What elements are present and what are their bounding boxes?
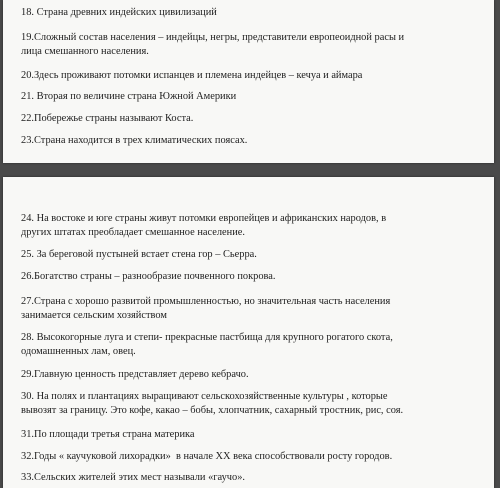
item-29-line-1: 29.Главную ценность представляет дерево кебрачо.: [21, 369, 249, 380]
document-page-top: [3, 0, 494, 163]
document-page-bottom: [3, 177, 494, 488]
item-30-line-2: вывозят за границу. Это кофе, какао – бобы, хлопчатник, сахарный тростник, рис, соя.: [21, 405, 404, 416]
item-26-line-1: 26.Богатство страны – разнообразие почвенного покрова.: [21, 271, 276, 282]
item-21-line-1: 21. Вторая по величине страна Южной Америки: [21, 91, 237, 102]
item-27-line-1: 27.Страна с хорошо развитой промышленностью, но значительная часть населения: [21, 296, 391, 307]
item-28-line-1: 28. Высокогорные луга и степи- прекрасные пастбища для крупного рогатого скота,: [21, 332, 393, 343]
item-19-line-1: 19.Сложный состав населения – индейцы, негры, представители европеоидной расы и: [21, 32, 405, 43]
item-30-line-1: 30. На полях и плантациях выращивают сельскохозяйственные культуры , которые: [21, 391, 388, 402]
item-19-line-2: лица смешанного населения.: [21, 46, 149, 57]
item-18-line-1: 18. Страна древних индейских цивилизаций: [21, 7, 217, 18]
item-33-line-1: 33.Сельских жителей этих мест называли «гаучо».: [21, 472, 246, 483]
item-24-line-2: других штатах преобладает смешанное население.: [21, 227, 245, 238]
item-23-line-1: 23.Страна находится в трех климатических поясах.: [21, 135, 248, 146]
item-20-line-1: 20.Здесь проживают потомки испанцев и племена индейцев – кечуа и аймара: [21, 70, 363, 81]
item-27-line-2: занимается сельским хозяйством: [21, 310, 167, 321]
item-28-line-2: одомашненных лам, овец.: [21, 346, 136, 357]
item-22-line-1: 22.Побережье страны называют Коста.: [21, 113, 194, 124]
item-31-line-1: 31.По площади третья страна материка: [21, 429, 195, 440]
item-25-line-1: 25. За береговой пустыней встает стена гор – Сьерра.: [21, 249, 257, 260]
item-24-line-1: 24. На востоке и юге страны живут потомки европейцев и африканских народов, в: [21, 213, 387, 224]
item-32-line-1: 32.Годы « каучуковой лихорадки» в начале ХХ века способствовали росту городов.: [21, 451, 393, 462]
